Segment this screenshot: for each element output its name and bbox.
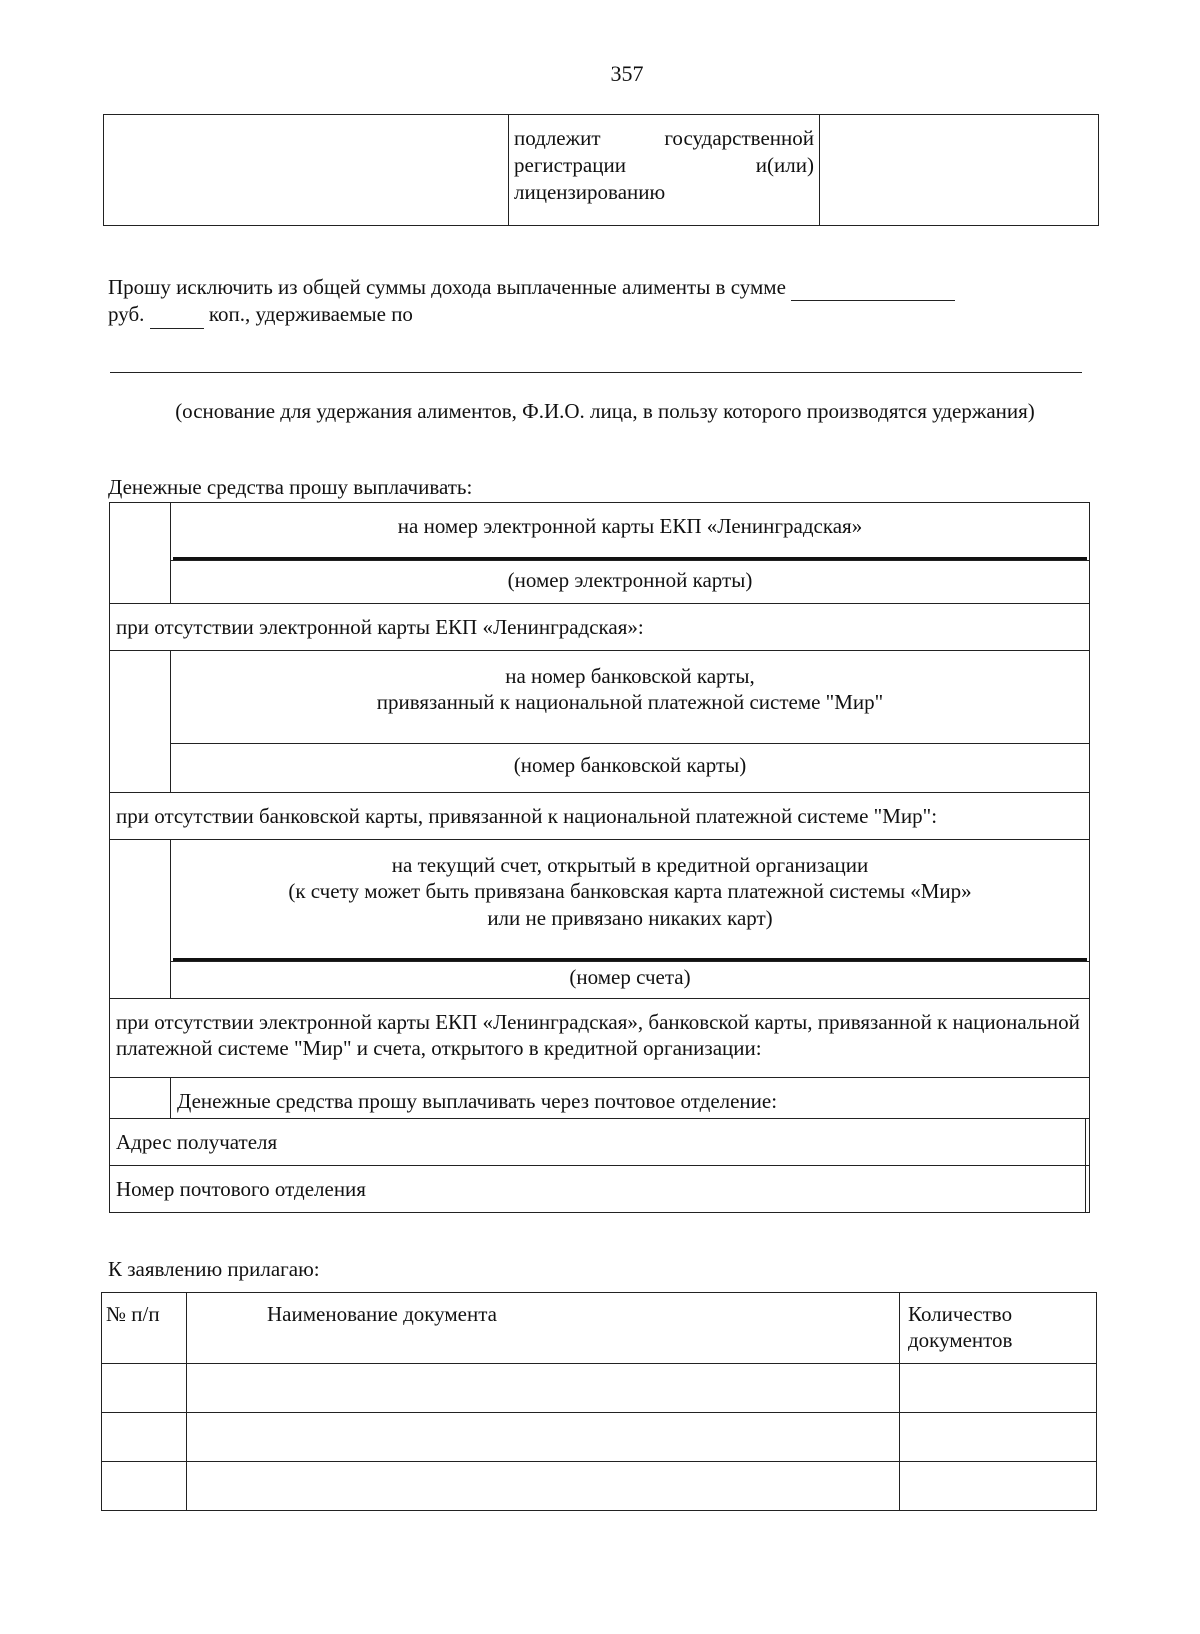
alimony-sum-rub-field[interactable] (791, 274, 955, 301)
account-checkbox[interactable] (110, 840, 171, 999)
bank-card-caption: (номер банковской карты) (171, 744, 1090, 793)
col-num-header: № п/п (102, 1293, 187, 1364)
continuation-cell-right (820, 115, 1099, 226)
address-label: Адрес получателя (110, 1119, 1086, 1166)
continuation-text: подлежит государственной (514, 126, 814, 150)
post-number-label: Номер почтового отделения (110, 1166, 1086, 1213)
payment-table (109, 502, 1090, 1213)
col-name-header: Наименование документа (187, 1293, 900, 1364)
alimony-paragraph (108, 274, 1098, 329)
no-all-text: при отсутствии электронной карты ЕКП «Ленинградская», банковской карты, привязанной к национальной платежной системе "Мир" и счета, открытого в кредитной организации: (110, 999, 1090, 1078)
table-row (102, 1462, 1097, 1511)
continuation-text: лицензированию (514, 180, 666, 204)
bank-card-label: на номер банковской карты, (505, 664, 755, 688)
row-num-cell[interactable] (102, 1364, 187, 1413)
table-row (102, 1413, 1097, 1462)
post-office-checkbox[interactable] (110, 1078, 171, 1119)
account-text: (к счету может быть привязана банковская карта платежной системы «Мир» (288, 879, 972, 904)
attachments-heading: К заявлению прилагаю: (108, 1257, 320, 1281)
row-qty-cell[interactable] (900, 1413, 1097, 1462)
ekp-card-checkbox[interactable] (110, 503, 171, 604)
bank-card-checkbox[interactable] (110, 651, 171, 793)
kop-label: коп., удерживаемые по (208, 302, 413, 327)
attachments-table (101, 1292, 1097, 1511)
ekp-card-caption: (номер электронной карты) (171, 561, 1090, 604)
continuation-cell-left (104, 115, 509, 226)
account-text: на текущий счет, открытый в кредитной организации (391, 853, 869, 877)
post-office-text: Денежные средства прошу выплачивать через почтовое отделение: (171, 1078, 1090, 1119)
col-qty-text: Количество (908, 1302, 1013, 1326)
account-label (171, 840, 1089, 958)
alimony-basis-field[interactable] (110, 372, 1082, 373)
no-bank-card-text: при отсутствии банковской карты, привязанной к национальной платежной системе "Мир": (110, 793, 1090, 840)
page-number: 357 (610, 61, 644, 86)
continuation-text: регистрации и(или) (514, 153, 814, 177)
account-text: или не привязано никаких карт) (487, 905, 773, 930)
alimony-text: Прошу исключить из общей суммы дохода выплаченные алименты в сумме (108, 275, 786, 299)
address-field[interactable] (1086, 1119, 1090, 1166)
row-qty-cell[interactable] (900, 1462, 1097, 1511)
row-num-cell[interactable] (102, 1462, 187, 1511)
table-row (102, 1364, 1097, 1413)
row-qty-cell[interactable] (900, 1364, 1097, 1413)
col-qty-text: документов (908, 1328, 1013, 1353)
account-cell (171, 840, 1090, 962)
post-number-field[interactable] (1086, 1166, 1090, 1213)
row-name-cell[interactable] (187, 1462, 900, 1511)
alimony-sum-kop-field[interactable] (150, 301, 204, 328)
continuation-cell-middle (509, 115, 820, 226)
bank-card-label: привязанный к национальной платежной системе "Мир" (376, 690, 884, 715)
row-name-cell[interactable] (187, 1364, 900, 1413)
col-qty-header (900, 1293, 1097, 1364)
row-num-cell[interactable] (102, 1413, 187, 1462)
account-caption: (номер счета) (171, 962, 1090, 999)
rub-label: руб. (108, 302, 145, 327)
continuation-table (103, 114, 1099, 226)
ekp-card-label: на номер электронной карты ЕКП «Ленинградская» (397, 514, 863, 538)
bank-card-cell (171, 651, 1090, 744)
row-name-cell[interactable] (187, 1413, 900, 1462)
no-ekp-text: при отсутствии электронной карты ЕКП «Ленинградская»: (110, 604, 1090, 651)
payment-heading: Денежные средства прошу выплачивать: (108, 475, 473, 499)
alimony-basis-caption: (основание для удержания алиментов, Ф.И.О. лица, в пользу которого производятся удержания) (175, 399, 1035, 423)
ekp-card-cell (171, 503, 1090, 561)
